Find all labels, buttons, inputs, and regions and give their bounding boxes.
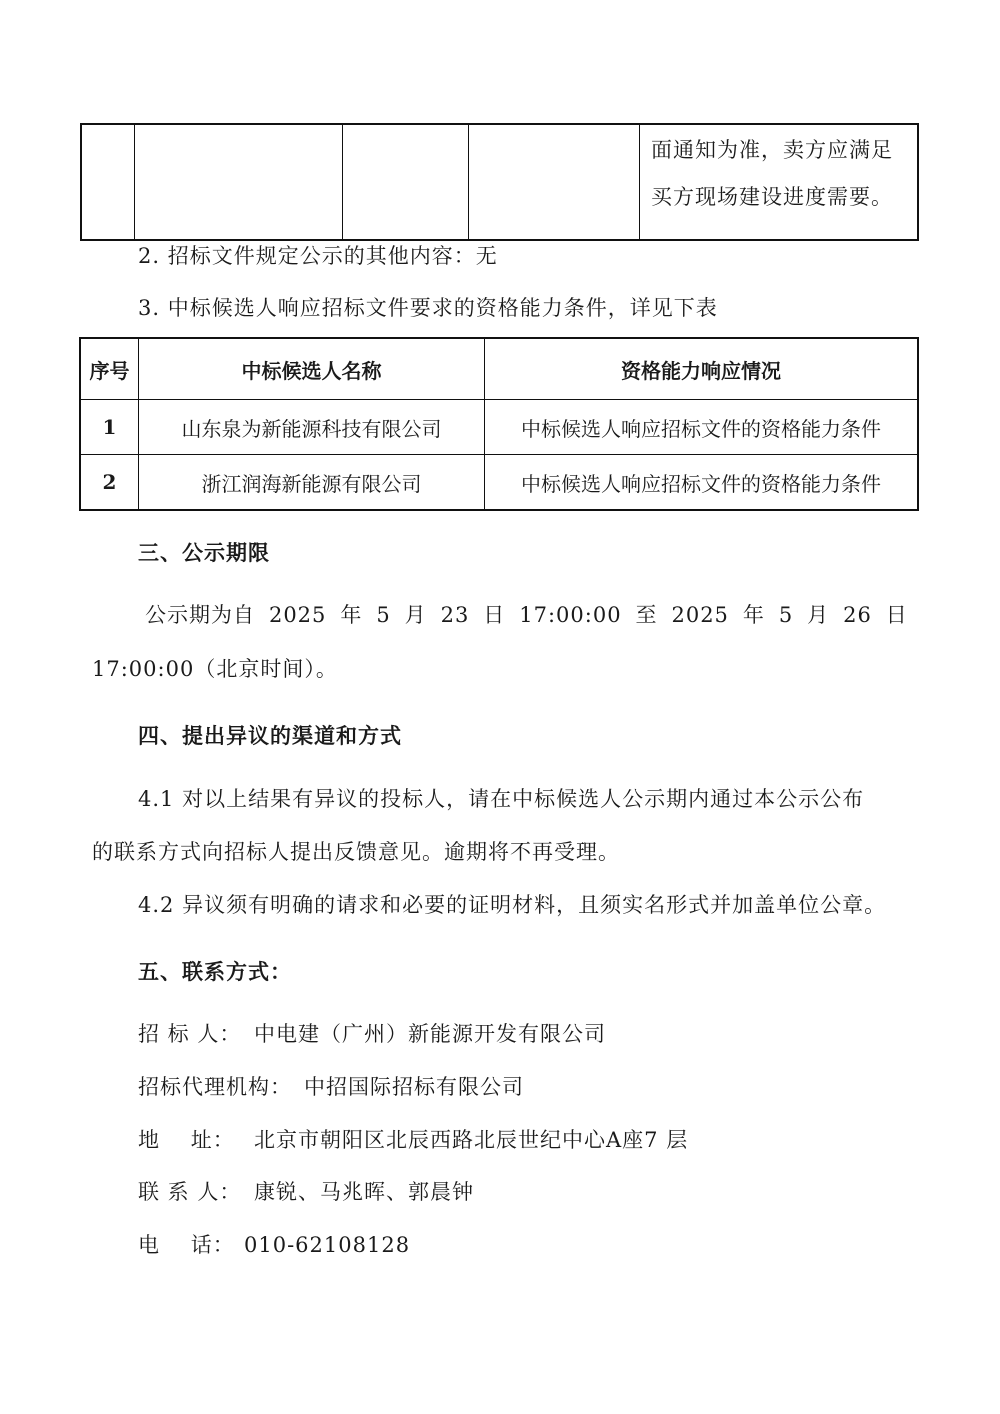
delivery-note-cell [640, 124, 919, 240]
period-token: 月 [404, 603, 427, 627]
table-row [80, 400, 918, 455]
item-2-text: 2. 招标文件规定公示的其他内容：无 [138, 244, 498, 268]
contact-value: 010-62108128 [244, 1233, 411, 1257]
period-token: 2025 [268, 603, 327, 627]
row-index: 1 [80, 400, 139, 455]
section-3-heading: 三、公示期限 [138, 540, 270, 565]
section-5-heading: 五、联系方式： [138, 959, 292, 984]
qualification-table [79, 337, 919, 511]
period-token: 日 [483, 603, 506, 627]
contact-label: 联 系 人： [138, 1180, 242, 1204]
period-token: 2025 [671, 603, 729, 627]
contact-line [138, 1231, 410, 1259]
header-cell: 中标候选人名称 [139, 338, 485, 400]
publicity-period-line [145, 601, 908, 629]
period-token: 年 [742, 603, 765, 627]
table-cell [469, 124, 640, 240]
note-line: 面通知为准，卖方应满足 [651, 138, 893, 162]
period-token: 5 [376, 603, 391, 627]
candidate-name: 浙江润海新能源有限公司 [139, 455, 485, 511]
table-cell [81, 124, 135, 240]
header-cell: 资格能力响应情况 [485, 338, 919, 400]
item-3-text: 3. 中标候选人响应招标文件要求的资格能力条件，详见下表 [138, 296, 718, 320]
contact-line [138, 1020, 606, 1048]
table-cell [343, 124, 469, 240]
contact-label: 电 话： [138, 1233, 235, 1257]
contact-value: 康锐、马兆晖、郭晨钟 [254, 1180, 474, 1204]
objection-paragraph-4-2: 4.2 异议须有明确的请求和必要的证明材料，且须实名形式并加盖单位公章。 [138, 893, 887, 917]
contact-label: 地 址： [138, 1128, 235, 1152]
contact-line [138, 1178, 474, 1206]
candidate-name: 山东泉为新能源科技有限公司 [139, 400, 485, 455]
table-header-row [80, 338, 918, 400]
contact-line [138, 1126, 688, 1154]
row-index: 2 [80, 455, 139, 511]
contact-value: 中电建（广州）新能源开发有限公司 [254, 1022, 606, 1046]
period-token: 17:00:00 [519, 603, 622, 627]
objection-paragraph-4-1: 4.1 对以上结果有异议的投标人，请在中标候选人公示期内通过本公示公布 [138, 787, 865, 811]
qualification-status: 中标候选人响应招标文件的资格能力条件 [485, 400, 919, 455]
objection-paragraph-4-1-cont: 的联系方式向招标人提出反馈意见。逾期将不再受理。 [92, 840, 620, 864]
contact-label: 招 标 人： [138, 1022, 242, 1046]
period-token: 23 [440, 603, 470, 627]
period-token: 26 [843, 603, 872, 627]
header-cell: 序号 [80, 338, 139, 400]
period-token: 公示期为自 [145, 603, 255, 627]
qualification-status: 中标候选人响应招标文件的资格能力条件 [485, 455, 919, 511]
note-line: 买方现场建设进度需要。 [651, 185, 893, 209]
contact-value: 中招国际招标有限公司 [304, 1075, 524, 1099]
period-token: 日 [885, 603, 908, 627]
contact-value: 北京市朝阳区北辰西路北辰世纪中心A座7 层 [254, 1128, 689, 1152]
continuation-table [80, 123, 919, 241]
publicity-period-line-2: 17:00:00（北京时间）。 [92, 657, 338, 681]
table-row [80, 455, 918, 511]
period-token: 至 [635, 603, 658, 627]
contact-line [138, 1073, 524, 1101]
table-cell [135, 124, 343, 240]
period-token: 月 [807, 603, 830, 627]
contact-label: 招标代理机构： [138, 1075, 292, 1099]
period-token: 年 [340, 603, 363, 627]
period-token: 5 [778, 603, 794, 627]
section-4-heading: 四、提出异议的渠道和方式 [138, 723, 402, 748]
